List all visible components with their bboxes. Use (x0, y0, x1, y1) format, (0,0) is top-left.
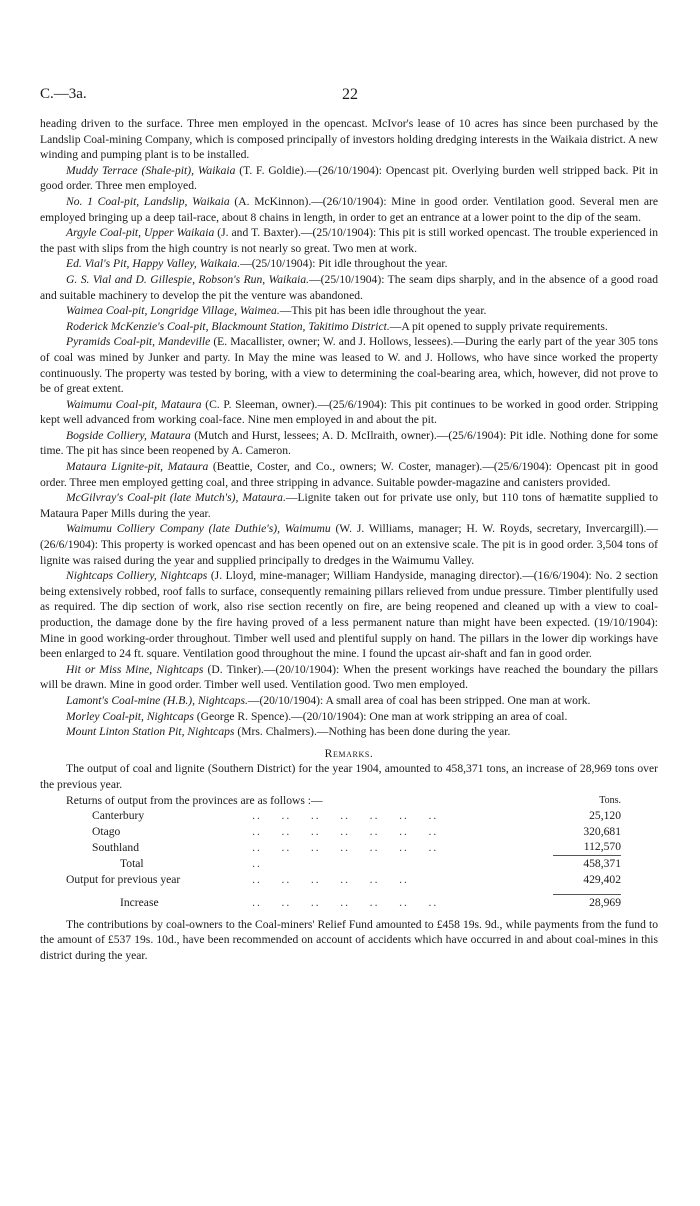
mine-reports (40, 116, 658, 740)
leader-dots: .. .. .. .. .. .. .. (252, 895, 439, 909)
report-paragraph (40, 709, 658, 725)
paragraph-heading: No. 1 Coal-pit, Landslip, Waikaia (66, 194, 230, 208)
report-paragraph (40, 490, 658, 521)
paragraph-text: (D. Tinker).—(20/10/1904): When the present workings have reached the boundary the pillars will be drawn. Mine in good order. Timber well used. Ventilation good. Two men employed. (40, 662, 658, 692)
report-paragraph (40, 256, 658, 272)
paragraph-heading: Muddy Terrace (Shale-pit), Waikaia (66, 163, 236, 177)
paragraph-heading: Argyle Coal-pit, Upper Waikaia (66, 226, 215, 240)
report-paragraph (40, 428, 658, 459)
report-paragraph (40, 334, 658, 396)
report-paragraph (40, 163, 658, 194)
paragraph-text: (C. P. Sleeman, owner).—(25/6/1904): This pit continues to be worked in good order. Stripping kept well advanced from working coal-face. Nine men employed in and about the pit. (40, 397, 658, 427)
prev-label: Output for previous year (66, 872, 181, 886)
increase-value: 28,969 (553, 895, 621, 911)
table-row (66, 808, 621, 824)
prev-value: 429,402 (583, 872, 621, 886)
table-row (66, 872, 621, 888)
increase-label: Increase (120, 895, 159, 909)
report-paragraph (40, 116, 658, 163)
paragraph-heading: McGilvray's Coal-pit (late Mutch's), Mataura. (66, 491, 286, 505)
report-paragraph (40, 194, 658, 225)
paragraph-text: —A pit opened to supply private requirements. (389, 319, 608, 333)
report-paragraph (40, 303, 658, 319)
report-paragraph (40, 521, 658, 568)
paragraph-text: (W. J. Williams, manager; H. W. Royds, secretary, Invercargill).—(26/6/1904): This property is worked opencast and has been opened out on an extensive scale. The pit is in good order. 3,504 tons of lignite was raised during the year and supplied principally to dredges in the Waimumu Valley. (40, 522, 658, 567)
table-row (66, 839, 621, 855)
report-paragraph (40, 724, 658, 740)
paragraph-text: —(25/10/1904): The seam dips sharply, and in the absence of a good road and suitable machinery to develop the pit the venture was abandoned. (40, 272, 658, 302)
paragraph-heading: G. S. Vial and D. Gillespie, Robson's Run, Waikaia. (66, 272, 310, 286)
paragraph-text: heading driven to the surface. Three men employed in the opencast. McIvor's lease of 10 acres has since been purchased by the Landslip Coal-mining Company, which is composed principally of investors holding dredging interests in the Waikaia district. A new winding and pumping plant is to be installed. (40, 117, 658, 162)
paragraph-text: (E. Macallister, owner; W. and J. Hollows, lessees).—During the early part of the year 305 tons of coal was mined by Junker and party. In May the mine was leased to W. and J. Hollows, who have since worked the property continuously. The property was tested by boring, with a view to determining the coal-bearing area, which, however, did not prove to be of great extent. (40, 335, 658, 396)
paragraph-text: (A. McKinnon).—(26/10/1904): Mine in good order. Ventilation good. Several men are employed bringing up a deep tail-race, about 8 chains in length, in order to get an entrance at a lower point to the dip of the seam. (40, 194, 658, 224)
report-paragraph (40, 459, 658, 490)
paragraph-heading: Roderick McKenzie's Coal-pit, Blackmount Station, Takitimo District. (66, 319, 390, 333)
relief-fund-paragraph: The contributions by coal-owners to the Coal-miners' Relief Fund amounted to £458 19s. 9d., while payments from the fund to the amount of £537 19s. 10d., have been recommended on account of accidents which have occurred in and about coal-mines in this district during the year. (40, 917, 658, 962)
paragraph-heading: Lamont's Coal-mine (H.B.), Nightcaps. (66, 693, 248, 707)
table-row (66, 855, 621, 871)
table-row (66, 824, 621, 840)
paragraph-text: (Mutch and Hurst, lessees; A. D. McIlraith, owner).—(25/6/1904): Pit idle. Nothing done for some time. The pit has since been reopened by A. Cameron. (40, 428, 659, 458)
report-paragraph (40, 662, 658, 693)
paragraph-text: (Beattie, Coster, and Co., owners; W. Coster, manager).—(25/6/1904): Opencast pit in good order. Three men employed getting coal, and three stripping in advance. Suitable powder-magazine and canisters provided. (40, 460, 658, 489)
remarks-heading: Remarks. (324, 746, 374, 760)
report-paragraph (40, 225, 658, 256)
paragraph-heading: Waimumu Colliery Company (late Duthie's), Waimumu (66, 522, 331, 536)
leader-dots: .. .. .. .. .. .. .. (252, 824, 439, 838)
report-paragraph (40, 693, 658, 709)
province-value: 25,120 (589, 809, 621, 823)
report-paragraph (40, 568, 658, 662)
leader-dots: .. .. .. .. .. .. .. (252, 840, 439, 854)
table-row (66, 895, 621, 911)
paragraph-heading: Ed. Vial's Pit, Happy Valley, Waikaia. (66, 257, 241, 271)
paragraph-text: (George R. Spence).—(20/10/1904): One man at work stripping an area of coal. (193, 709, 568, 723)
paragraph-heading: Nightcaps Colliery, Nightcaps (66, 569, 208, 583)
page-number: 22 (342, 86, 358, 103)
paragraph-text: (Mrs. Chalmers).—Nothing has been done during the year. (234, 725, 511, 739)
paragraph-text: (J. Lloyd, mine-manager; William Handyside, managing director).—(16/6/1904): No. 2 section being extensively robbed, roof falls to surface, consequently remaining pillars relieved from undue pressure. Timber plentifully used as required. The dip section of work, also rise section recently on fire, are being reopened and cleaned up with a view to coal-production, the damage done by the fire having proved of a less permanent nature than might have been expected. (19/10/1904): Mine in good working-order throughout. Timber well used and plentiful supply on hand. The pillars in the lower dip workings have been enlarged to 24 ft. square. Ventilation good throughout the mine. I found the upcast air-shaft and fan in good order. (40, 569, 658, 661)
province-label: Otago (92, 824, 121, 838)
paragraph-heading: Mataura Lignite-pit, Mataura (66, 460, 209, 474)
paragraph-heading: Waimea Coal-pit, Longridge Village, Waimea. (66, 304, 280, 318)
paragraph-heading: Waimumu Coal-pit, Mataura (66, 397, 202, 411)
paragraph-text: (J. and T. Baxter).—(25/10/1904): This pit is still worked opencast. The trouble experienced in the past with slips from the high country is not nearly so great. Two men at work. (40, 226, 658, 255)
returns-label: Returns of output from the provinces are as follows :— (66, 793, 323, 807)
paragraph-text: —This pit has been idle throughout the year. (279, 304, 487, 318)
paragraph-heading: Bogside Colliery, Mataura (66, 428, 191, 442)
table-spacer (66, 887, 621, 895)
report-paragraph (40, 272, 658, 303)
leader-dots: .. .. .. .. .. .. (252, 872, 409, 886)
report-reference: C.—3a. (40, 86, 87, 102)
paragraph-text: (T. F. Goldie).—(26/10/1904): Opencast pit. Overlying burden well stripped back. Pit in good order. Three men employed. (40, 163, 658, 193)
province-label: Canterbury (92, 809, 145, 823)
province-label: Southland (92, 840, 140, 854)
leader-dots: .. (252, 856, 262, 870)
province-value: 112,570 (583, 840, 621, 854)
total-value: 458,371 (553, 855, 621, 871)
paragraph-text: —Lignite taken out for private use only, but 110 tons of hæmatite supplied to Mataura Paper Mills during the year. (40, 491, 659, 520)
paragraph-heading: Morley Coal-pit, Nightcaps (66, 709, 194, 723)
paragraph-text: —(20/10/1904): A small area of coal has been stripped. One man at work. (247, 693, 591, 707)
units-header: Tons. (599, 794, 621, 806)
total-label: Total (120, 856, 144, 870)
paragraph-heading: Hit or Miss Mine, Nightcaps (66, 662, 204, 676)
report-paragraph (40, 319, 658, 335)
leader-dots: .. .. .. .. .. .. .. (252, 809, 439, 823)
report-paragraph (40, 397, 658, 428)
paragraph-heading: Mount Linton Station Pit, Nightcaps (66, 725, 235, 739)
paragraph-heading: Pyramids Coal-pit, Mandeville (66, 335, 211, 349)
report-body (40, 116, 658, 963)
remarks-intro: The output of coal and lignite (Southern District) for the year 1904, amounted to 458,371 tons, an increase of 28,969 tons over the previous year. (40, 762, 658, 791)
paragraph-text: —(25/10/1904): Pit idle throughout the year. (240, 257, 448, 271)
province-value: 320,681 (583, 824, 621, 838)
output-returns-table (66, 793, 621, 911)
